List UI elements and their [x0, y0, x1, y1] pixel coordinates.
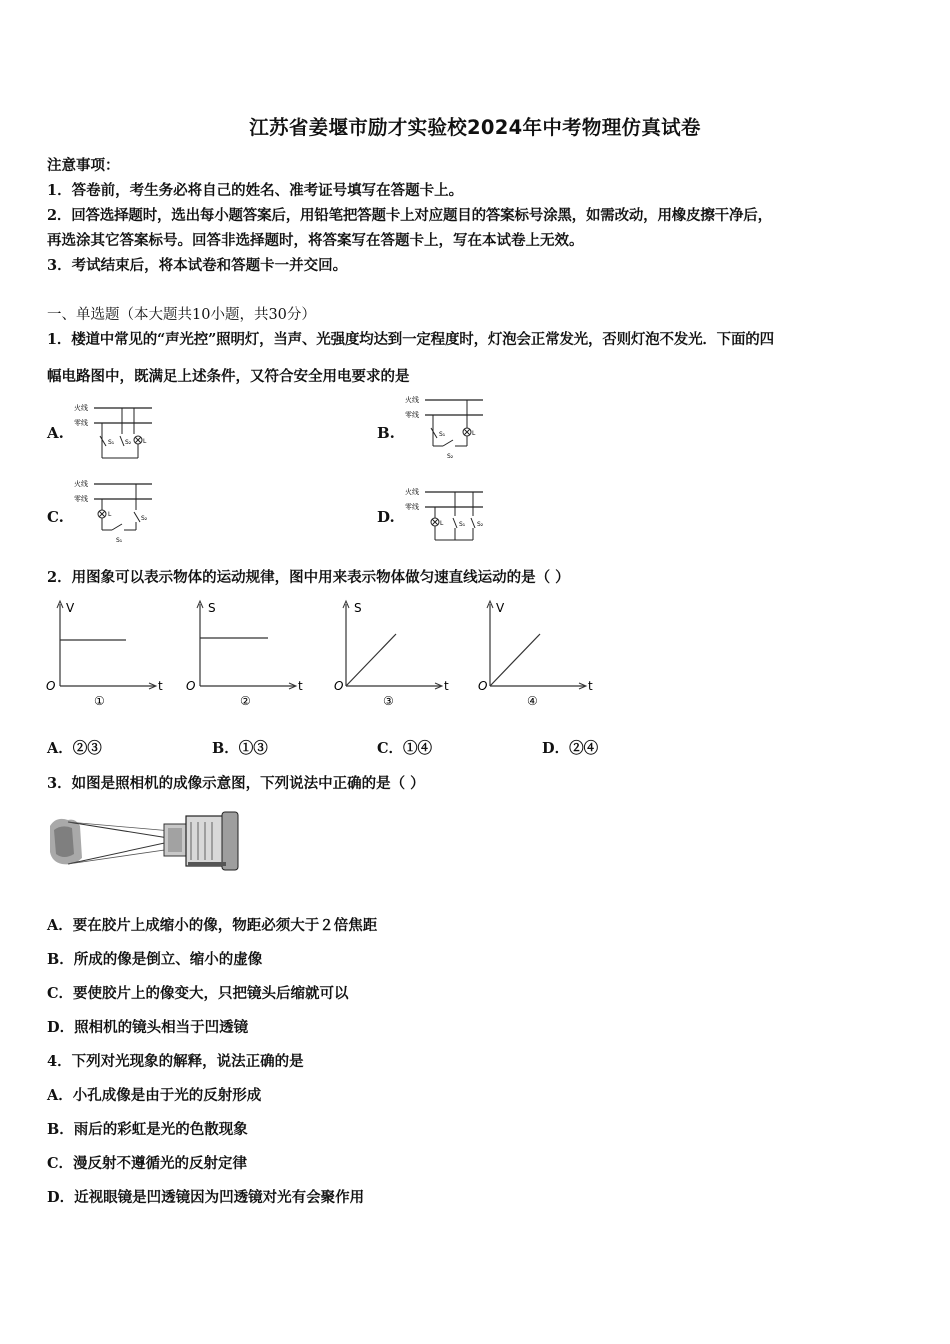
- option-d: D．近视眼镜是凹透镜因为凹透镜对光有会聚作用: [47, 1189, 365, 1206]
- question-4-stem: 4．下列对光现象的解释，说法正确的是: [47, 1053, 304, 1070]
- option-d: D．②④: [542, 740, 599, 757]
- option-c: C．漫反射不遵循光的反射定律: [47, 1155, 248, 1172]
- option-b: B．雨后的彩虹是光的色散现象: [47, 1121, 248, 1138]
- axis-y-label: S: [354, 601, 362, 615]
- camera-imaging-figure: [46, 804, 242, 880]
- question-1-stem: 幅电路图中，既满足上述条件，又符合安全用电要求的是: [47, 368, 410, 385]
- question-3-stem: 3．如图是照相机的成像示意图，下列说法中正确的是（ ）: [47, 775, 425, 792]
- option-d: D．照相机的镜头相当于凹透镜: [47, 1019, 249, 1036]
- section-heading: 一、单选题（本大题共10小题，共30分）: [47, 307, 316, 323]
- neutral-wire-label: 零线: [74, 419, 88, 427]
- question-2-stem: 2．用图象可以表示物体的运动规律，图中用来表示物体做匀速直线运动的是（ ）: [47, 569, 570, 586]
- axis-y-label: V: [496, 601, 505, 615]
- page-title: 江苏省姜堰市励才实验校2024年中考物理仿真试卷: [249, 116, 701, 139]
- axis-y-label: S: [208, 601, 216, 615]
- axis-x-label: t: [444, 679, 449, 693]
- switch-label: S₂: [141, 515, 148, 522]
- lamp-label: L: [472, 430, 476, 437]
- lamp-label: L: [108, 511, 112, 518]
- option-c: C．①④: [377, 740, 433, 757]
- neutral-wire-label: 零线: [74, 495, 88, 503]
- switch-label: S₂: [125, 439, 132, 446]
- motion-graph-1: [40, 596, 170, 714]
- notice-item: 2．回答选择题时，选出每小题答案后，用铅笔把答题卡上对应题目的答案标号涂黑，如需改动，用橡皮擦干净后，: [47, 207, 772, 224]
- motion-graph-3: [326, 596, 456, 714]
- live-wire-label: 火线: [74, 480, 88, 488]
- origin-label: O: [334, 679, 344, 693]
- axis-x-label: t: [298, 679, 303, 693]
- neutral-wire-label: 零线: [405, 503, 419, 511]
- graph-number: ①: [94, 694, 105, 708]
- notice-heading: 注意事项：: [47, 157, 120, 174]
- motion-graph-4: [470, 596, 600, 714]
- option-b: B．①③: [212, 740, 268, 757]
- lamp-label: L: [440, 520, 444, 527]
- notice-item: 3．考试结束后，将本试卷和答题卡一并交回。: [47, 257, 348, 274]
- switch-label: S₁: [108, 439, 115, 446]
- circuit-diagram-b: [403, 394, 485, 464]
- axis-x-label: t: [158, 679, 163, 693]
- circuit-diagram-a: [72, 400, 154, 464]
- axis-x-label: t: [588, 679, 593, 693]
- motion-graph-2: [180, 596, 310, 714]
- circuit-diagram-d: [403, 484, 485, 548]
- option-d-label: D.: [377, 508, 395, 526]
- option-a: A．要在胶片上成缩小的像，物距必须大于２倍焦距: [47, 917, 378, 934]
- switch-label: S₁: [439, 431, 446, 438]
- origin-label: O: [46, 679, 56, 693]
- graph-number: ②: [240, 694, 251, 708]
- axis-y-label: V: [66, 601, 75, 615]
- option-a: A．②③: [47, 740, 102, 757]
- origin-label: O: [478, 679, 488, 693]
- question-1-stem: 1．楼道中常见的“声光控”照明灯，当声、光强度均达到一定程度时，灯泡会正常发光，否则灯泡不发光．下面的四: [47, 331, 774, 348]
- live-wire-label: 火线: [405, 488, 419, 496]
- graph-number: ③: [383, 694, 394, 708]
- notice-item: 1．答卷前，考生务必将自己的姓名、准考证号填写在答题卡上。: [47, 182, 464, 199]
- switch-label: S₁: [459, 521, 466, 528]
- origin-label: O: [186, 679, 196, 693]
- live-wire-label: 火线: [74, 404, 88, 412]
- circuit-diagram-c: [72, 478, 154, 548]
- notice-item: 再选涂其它答案标号。回答非选择题时，将答案写在答题卡上，写在本试卷上无效。: [47, 232, 584, 249]
- option-b: B．所成的像是倒立、缩小的虚像: [47, 951, 263, 968]
- option-a: A．小孔成像是由于光的反射形成: [47, 1087, 262, 1104]
- switch-label: S₁: [116, 537, 123, 544]
- live-wire-label: 火线: [405, 396, 419, 404]
- graph-number: ④: [527, 694, 538, 708]
- option-b-label: B.: [377, 424, 395, 442]
- switch-label: S₂: [447, 453, 454, 460]
- option-a-label: A.: [47, 424, 64, 442]
- option-c-label: C.: [47, 508, 64, 526]
- neutral-wire-label: 零线: [405, 411, 419, 419]
- option-c: C．要使胶片上的像变大，只把镜头后缩就可以: [47, 985, 349, 1002]
- lamp-label: L: [143, 438, 147, 445]
- switch-label: S₂: [477, 521, 484, 528]
